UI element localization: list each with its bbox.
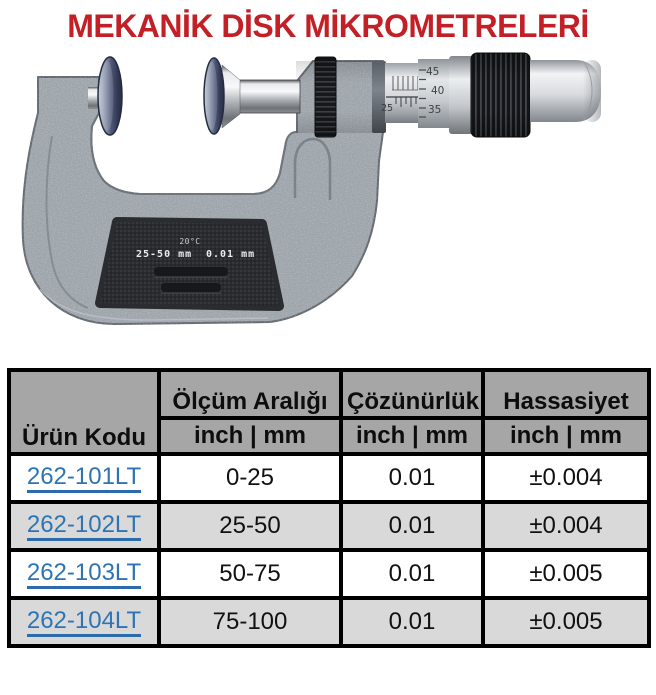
unit-label-accuracy: inch | mm	[483, 418, 649, 454]
thimble-scale-40: 40	[431, 85, 445, 98]
table-row	[9, 502, 649, 550]
thimble-grip	[471, 53, 530, 137]
thimble-scale-35: 35	[428, 104, 442, 117]
range-cell: 50-75	[159, 550, 341, 598]
range-cell: 0-25	[159, 454, 341, 502]
product-code-cell	[9, 454, 159, 502]
boss-shading	[296, 61, 383, 133]
thimble-ring	[449, 56, 473, 134]
product-code-link[interactable]: 262-101LT	[27, 464, 141, 493]
ratchet-cap	[530, 60, 601, 122]
table-row	[9, 550, 649, 598]
label-plate	[100, 222, 279, 306]
range-cell: 25-50	[159, 502, 341, 550]
col-header-product-code: Ürün Kodu	[9, 370, 159, 454]
lock-ring	[315, 57, 336, 137]
page-title: MEKANİK DİSK MİKROMETRELERİ	[67, 8, 589, 44]
thimble-scale-45: 45	[426, 66, 440, 79]
spindle-disc	[204, 58, 224, 134]
accuracy-cell: ±0.004	[483, 454, 649, 502]
plate-temperature: 20°C	[179, 237, 201, 247]
micrometer-illustration	[0, 46, 656, 358]
resolution-cell: 0.01	[341, 454, 483, 502]
product-photo	[0, 46, 656, 358]
resolution-cell: 0.01	[341, 598, 483, 646]
product-code-cell	[9, 598, 159, 646]
resolution-cell: 0.01	[341, 502, 483, 550]
plate-resolution: 0.01 mm	[206, 249, 256, 261]
accuracy-cell: ±0.005	[483, 550, 649, 598]
unit-label-resolution: inch | mm	[341, 418, 483, 454]
col-header-accuracy: Hassasiyet	[483, 370, 649, 418]
table-row	[9, 454, 649, 502]
product-code-cell	[9, 550, 159, 598]
anvil-disc	[98, 57, 122, 135]
plate-range: 25-50 mm	[136, 249, 193, 261]
col-header-resolution: Çözünürlük	[341, 370, 483, 418]
col-header-range: Ölçüm Aralığı	[159, 370, 341, 418]
resolution-cell: 0.01	[341, 550, 483, 598]
product-code-link[interactable]: 262-104LT	[27, 608, 141, 637]
unit-label-range: inch | mm	[159, 418, 341, 454]
sleeve-scale-label: 25	[381, 103, 394, 115]
spec-table	[7, 368, 651, 648]
product-code-link[interactable]: 262-103LT	[27, 560, 141, 589]
boss-transition-ring	[372, 61, 386, 133]
accuracy-cell: ±0.005	[483, 598, 649, 646]
product-page	[0, 9, 656, 695]
product-code-link[interactable]: 262-102LT	[27, 512, 141, 541]
range-cell: 75-100	[159, 598, 341, 646]
product-code-cell	[9, 502, 159, 550]
accuracy-cell: ±0.004	[483, 502, 649, 550]
thimble-bevel	[418, 59, 451, 128]
plate-slot	[154, 267, 228, 276]
table-row	[9, 598, 649, 646]
sleeve-scale	[381, 63, 419, 123]
svg-text:25-50 mm 0.01 mm	[136, 249, 255, 260]
plate-slot	[161, 283, 221, 292]
